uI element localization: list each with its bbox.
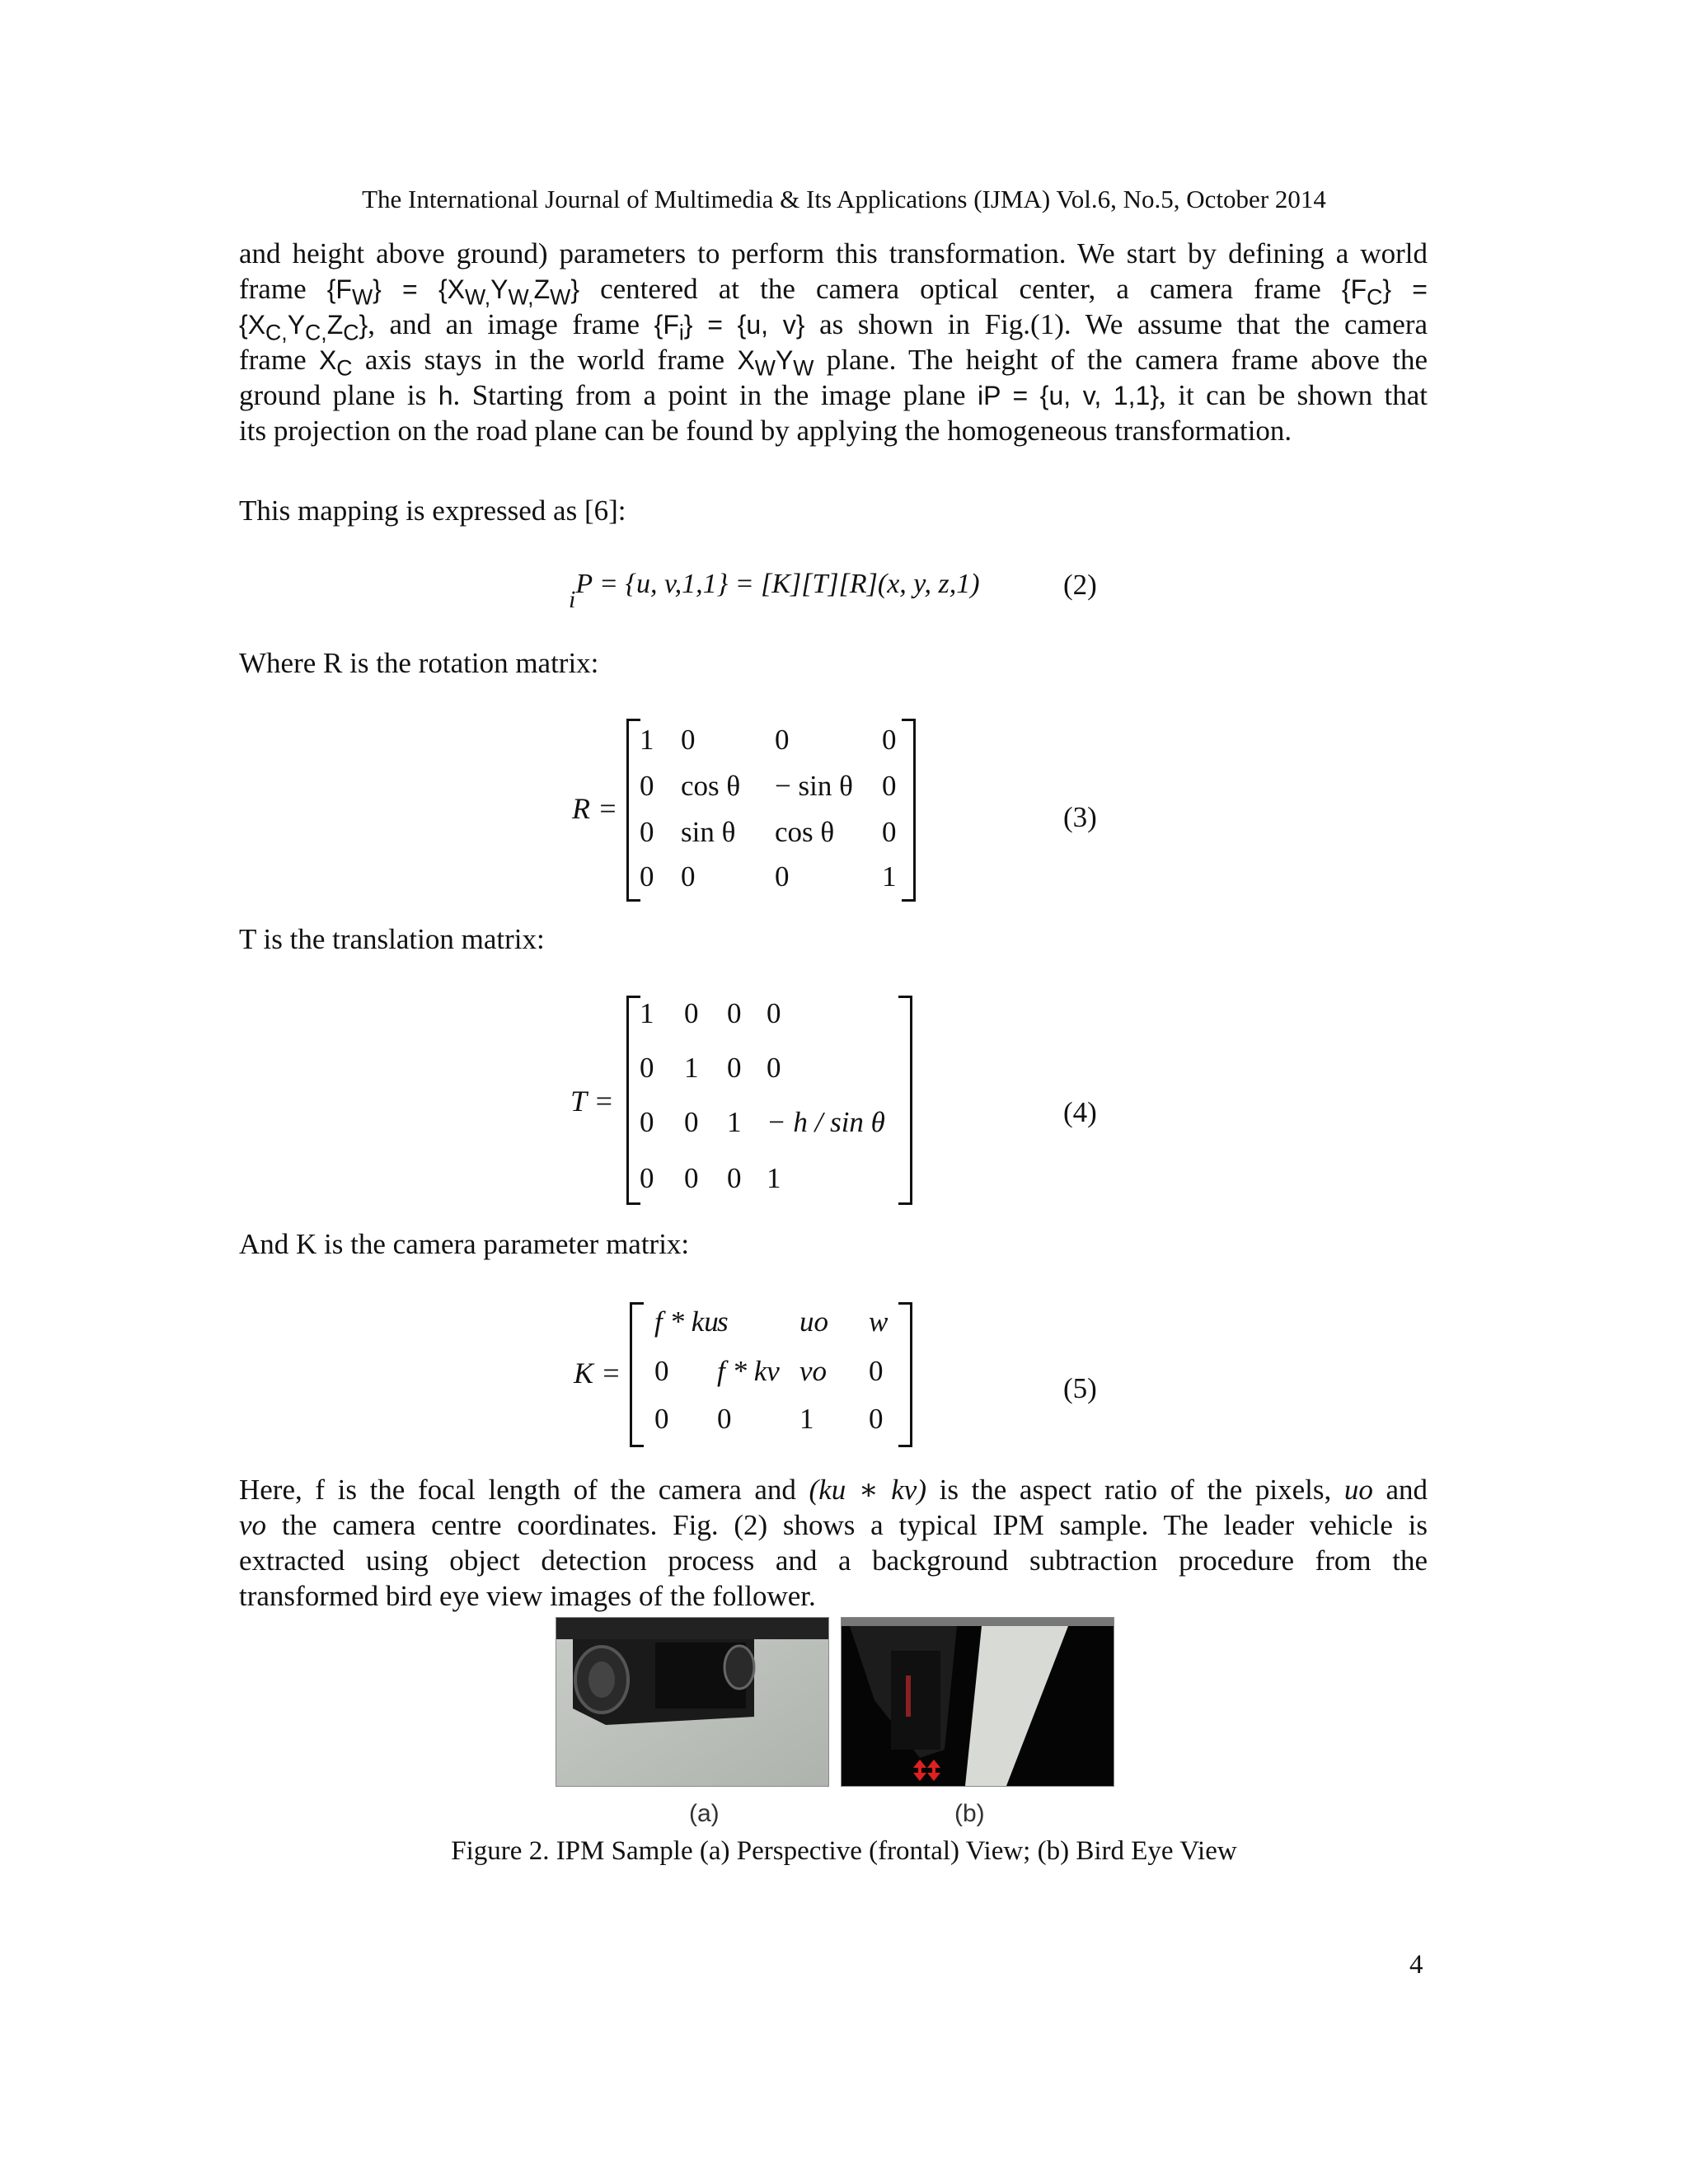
eq5-cell: f * kv	[717, 1355, 780, 1387]
camera-intro: And K is the camera parameter matrix:	[239, 1228, 690, 1260]
eq4-cell: 0	[640, 1106, 654, 1138]
para1-line3: $\{X_{C,}Y_{C,}Z_C\}$, and an image frame $\{F_i\} = \{u$, v} as shown in Fig.(1). We assume that the camera	[239, 308, 1428, 345]
eq5-cell: uo	[799, 1305, 828, 1338]
translation-matrix	[635, 997, 907, 1203]
eq5-cell: w	[869, 1305, 889, 1338]
eq3-cell: 0	[640, 860, 654, 893]
eq4-cell: 0	[727, 1052, 742, 1084]
eq3-label: R =	[572, 792, 618, 825]
camera-matrix	[638, 1301, 902, 1449]
eq3-cell: cos θ	[681, 770, 741, 802]
figure-photo-bird-eye	[841, 1617, 1114, 1787]
para2-line2: vo the camera centre coordinates. Fig. (2) shows a typical IPM sample. The leader vehicle is	[239, 1509, 1428, 1541]
figure-subcaption-a: (a)	[689, 1800, 720, 1827]
eq3-cell: 0	[640, 770, 654, 802]
equation-number-2: (2)	[1063, 569, 1097, 601]
eq3-cell: 0	[681, 724, 696, 756]
eq5-cell: f * ku	[654, 1305, 719, 1338]
eq5-cell: 0	[654, 1403, 669, 1435]
paragraph-intro	[239, 236, 1428, 448]
page-number: 4	[1409, 1950, 1423, 1980]
eq4-cell: 0	[727, 1162, 742, 1194]
para1-line4: frame $X_C$ axis stays in the world frame $X_WY_W$ plane. The height of the camera frame above the	[239, 344, 1428, 381]
para1-line1: and height above ground) parameters to perform this transformation. We start by defining a world	[239, 237, 1428, 269]
eq4-cell: 0	[640, 1052, 654, 1084]
para2-line3: extracted using object detection process and a background subtraction procedure from the	[239, 1544, 1428, 1577]
eq4-cell: 0	[684, 1106, 699, 1138]
paragraph-explanation	[239, 1472, 1428, 1614]
eq3-cell: 0	[775, 724, 790, 756]
para2-line4: transformed bird eye view images of the follower.	[239, 1580, 816, 1612]
eq4-cell: 1	[640, 997, 654, 1029]
eq4-cell: 0	[727, 997, 742, 1029]
eq4-cell: 0	[767, 1052, 781, 1084]
equation-2	[569, 569, 980, 613]
eq3-cell: 0	[775, 860, 790, 893]
eq5-cell: 1	[799, 1403, 814, 1435]
eq3-cell: 0	[882, 816, 897, 848]
eq3-cell: sin θ	[681, 816, 736, 848]
mapping-intro: This mapping is expressed as [6]:	[239, 494, 626, 527]
equation-number-3: (3)	[1063, 801, 1097, 833]
eq5-cell: vo	[799, 1355, 828, 1387]
para1-line6: its projection on the road plane can be found by applying the homogeneous transformation.	[239, 415, 1292, 447]
para1-line5: ground plane is h. Starting from a point in the image plane iP = {u, v, 1,1}, it can be shown that	[239, 379, 1428, 411]
eq4-cell: 1	[684, 1052, 699, 1084]
eq5-cell: 0	[869, 1403, 884, 1435]
eq2-body: P = {u, v,1,1} = [K][T][R](x, y, z,1)	[575, 569, 980, 599]
eq3-cell: cos θ	[775, 816, 835, 848]
equation-number-5: (5)	[1063, 1372, 1097, 1404]
eq4-label: T =	[570, 1085, 614, 1118]
eq3-cell: 0	[681, 860, 696, 893]
rotation-matrix	[635, 719, 907, 900]
para2-line1: Here, f is the focal length of the camera and (ku ∗ kv) is the aspect ratio of the pixels, uo and	[239, 1474, 1428, 1506]
eq3-cell: 1	[640, 724, 654, 756]
eq3-cell: − sin θ	[775, 770, 853, 802]
eq4-cell: 0	[640, 1162, 654, 1194]
eq5-cell: s	[717, 1305, 729, 1338]
running-header: The International Journal of Multimedia & Its Applications (IJMA) Vol.6, No.5, October 2014	[362, 185, 1326, 213]
eq5-cell: 0	[869, 1355, 884, 1387]
figure-photo-perspective	[556, 1617, 829, 1787]
eq4-cell: 1	[767, 1162, 781, 1194]
eq2-subscript: i	[569, 586, 576, 613]
translation-intro: T is the translation matrix:	[239, 923, 545, 955]
eq4-cell: 0	[684, 1162, 699, 1194]
para1-line2: frame $\{F_W\} = \{X_{W,}Y_{W,}Z_W\}$ centered at the camera optical center, a camera frame $\{F_C\}$ =	[239, 273, 1428, 310]
eq4-cell: − h / sin θ	[767, 1106, 885, 1138]
equation-number-4: (4)	[1063, 1096, 1097, 1128]
bird-eye-view-image	[842, 1618, 1114, 1786]
perspective-view-image	[556, 1618, 828, 1786]
figure-caption: Figure 2. IPM Sample (a) Perspective (frontal) View; (b) Bird Eye View	[451, 1836, 1237, 1866]
eq3-cell: 0	[882, 770, 897, 802]
eq3-cell: 0	[640, 816, 654, 848]
eq3-cell: 1	[882, 860, 897, 893]
figure-subcaption-b: (b)	[954, 1800, 985, 1827]
eq4-cell: 0	[684, 997, 699, 1029]
eq4-cell: 1	[727, 1106, 742, 1138]
eq4-cell: 0	[767, 997, 781, 1029]
eq3-cell: 0	[882, 724, 897, 756]
rotation-intro: Where R is the rotation matrix:	[239, 647, 599, 679]
eq5-cell: 0	[717, 1403, 732, 1435]
eq5-cell: 0	[654, 1355, 669, 1387]
eq5-label: K =	[574, 1357, 621, 1390]
